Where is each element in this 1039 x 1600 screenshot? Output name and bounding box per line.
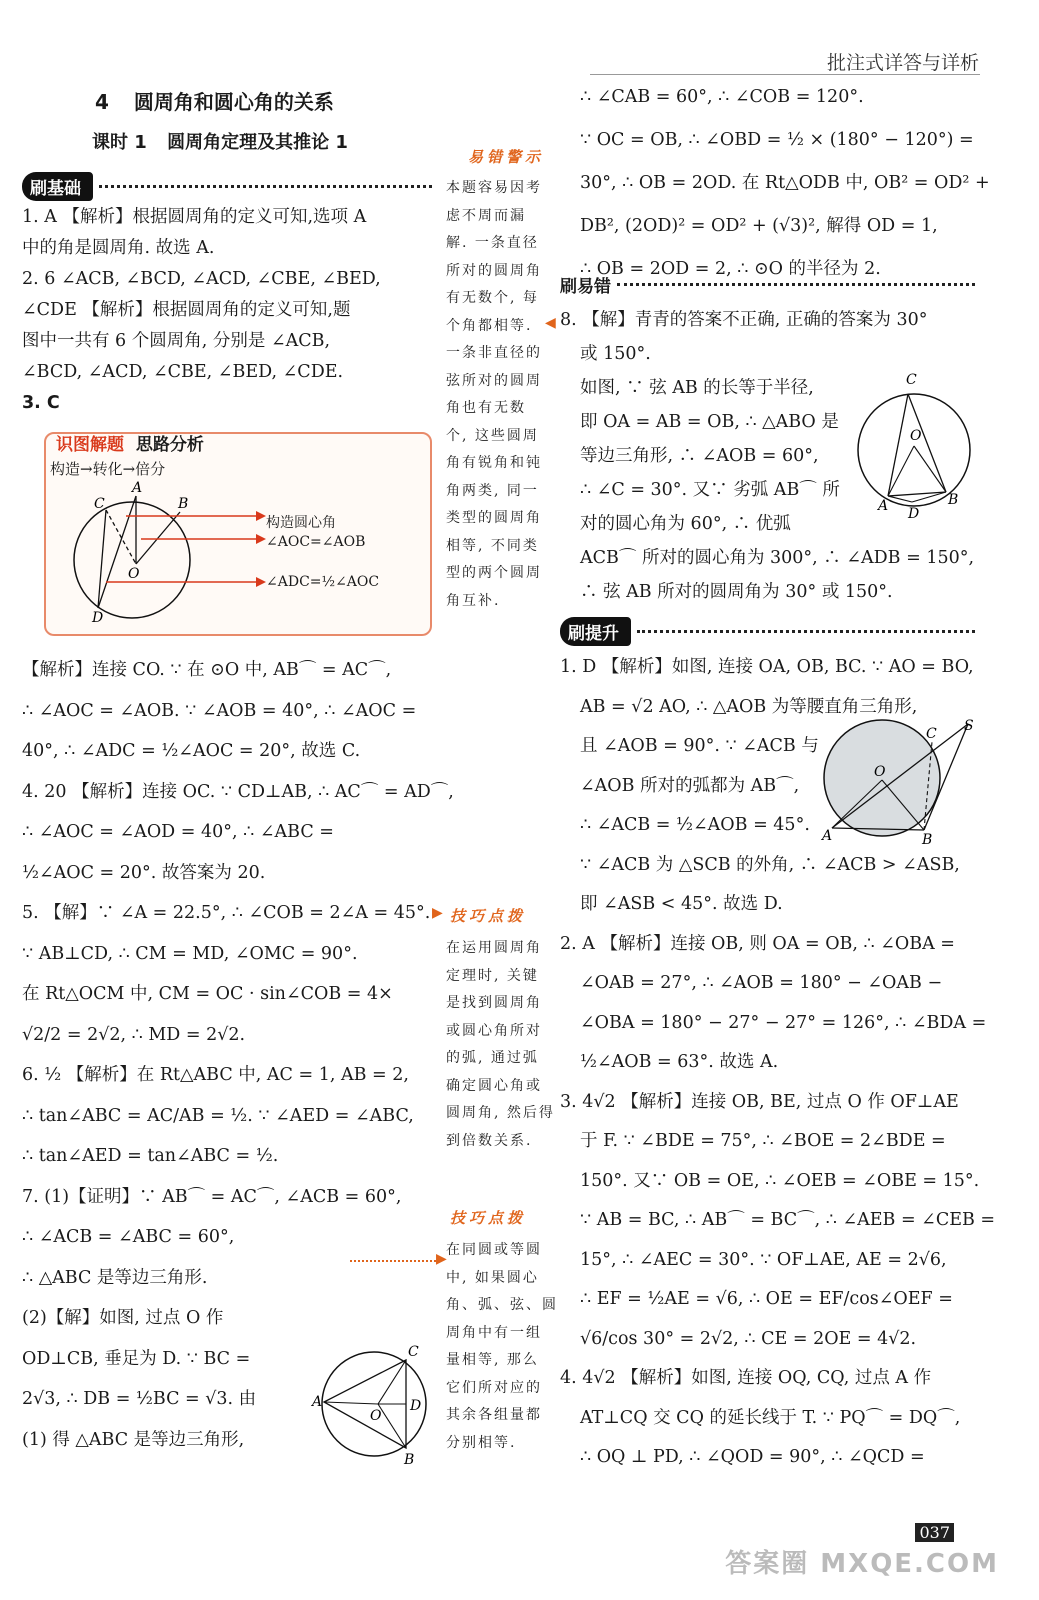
side-line: 确定圆心角或 [446,1077,542,1094]
line: 2√3, ∴ DB = ½BC = √3. 由 [22,1389,257,1409]
line: √6/cos 30° = 2√2, ∴ CE = 2OE = 4√2. [580,1328,917,1349]
line: 3. C [22,393,60,413]
svg-text:C: C [94,496,105,512]
line: 即 ∠ASB < 45°. 故选 D. [580,894,783,914]
svg-text:O: O [910,428,922,444]
line: (1) 得 △ABC 是等边三角形, [22,1429,245,1450]
line: 5. 【解】∵ ∠A = 22.5°, ∴ ∠COB = 2∠A = 45°. [22,903,431,923]
line: 等边三角形, ∴ ∠AOB = 60°, [580,446,819,466]
line: AB = √2 AO, ∴ △AOB 为等腰直角三角形, [580,696,918,717]
side-line: 类型的圆周角 [446,510,542,526]
line: ∠AOB 所对的弧都为 AB⌒, [580,775,800,796]
side-line: 解. 一条直径 [446,235,539,251]
side-line: 在同圆或等圆 [446,1242,542,1258]
line: 40°, ∴ ∠ADC = ½∠AOC = 20°, 故选 C. [22,741,361,761]
line: 如图, ∵ 弦 AB 的长等于半径, [580,378,814,398]
arrow-icon: ▶ [436,1251,447,1267]
line: ∴ ∠CAB = 60°, ∴ ∠COB = 120°. [580,87,864,107]
svg-text:A: A [312,1394,323,1410]
side-note-3-title: 技巧点拨 [450,1209,527,1227]
line: 【解析】连接 CO. ∵ 在 ⊙O 中, AB⌒ = AC⌒, [22,660,392,680]
line: 1. D 【解析】如图, 连接 OA, OB, BC. ∵ AO = BO, [560,657,974,677]
line: 3. 4√2 【解析】连接 OB, BE, 过点 O 作 OF⊥AE [560,1091,959,1112]
left-column-top [22,202,432,419]
line: ½∠AOB = 63°. 故选 A. [580,1052,779,1072]
chapter-heading [95,86,334,115]
side-line: 角也有无数 [446,400,526,416]
line: ∴ 弦 AB 所对的圆周角为 30° 或 150°. [580,582,893,602]
side-line: 相等, 不同类 [446,537,539,554]
section-error-label: 刷易错 [560,276,611,297]
line: 6. ½ 【解析】在 Rt△ABC 中, AC = 1, AB = 2, [22,1065,409,1085]
lesson-title: 圆周角定理及其推论 1 [167,132,348,153]
line: ∴ ∠ACB = ½∠AOB = 45°. [580,815,810,835]
line: ∴ ∠AOC = ∠AOB. ∵ ∠AOB = 40°, ∴ ∠AOC = [22,700,417,721]
section-advanced [560,617,975,645]
side-line: 角互补. [446,592,501,609]
line: ∵ ∠ACB 为 △SCB 的外角, ∴ ∠ACB > ∠ASB, [580,854,960,875]
side-line: 的弧, 通过弧 [446,1050,539,1066]
watermark: 答案圈 MXQE.COM [725,1549,999,1579]
side-line: 个角都相等. [446,317,533,334]
lesson-label: 课时 1 [92,132,147,153]
svg-text:O: O [370,1408,382,1424]
diagram-analysis-box [44,432,432,636]
line: ∵ AB⊥CD, ∴ CM = MD, ∠OMC = 90°. [22,943,358,964]
line: 8. 【解】青青的答案不正确, 正确的答案为 30° [560,310,928,330]
line: 4. 20 【解析】连接 OC. ∵ CD⊥AB, ∴ AC⌒ = AD⌒, [22,781,454,802]
side-line: 圆周角, 然后得 [446,1105,555,1121]
side-line: 本题容易因考 [446,180,542,196]
page-number: 037 [915,1523,954,1542]
svg-text:B: B [178,496,189,512]
line: ACB⌒ 所对的圆心角为 300°, ∴ ∠ADB = 150°, [580,548,975,568]
line: 7. (1)【证明】∵ AB⌒ = AC⌒, ∠ACB = 60°, [22,1186,402,1207]
svg-text:B: B [948,492,959,508]
svg-text:D: D [908,506,920,522]
chapter-title: 圆周角和圆心角的关系 [133,90,334,114]
section-advanced-label: 刷提升 [560,617,631,646]
side-note-2 [446,935,555,1155]
side-note-2-title: 技巧点拨 [450,907,527,925]
line: 在 Rt△OCM 中, CM = OC · sin∠COB = 4× [22,984,393,1004]
side-line: 角有锐角和钝 [446,455,542,471]
side-line: 个, 这些圆周 [446,427,539,444]
line: ∠CDE 【解析】根据圆周角的定义可知,题 [22,300,351,320]
line: 且 ∠AOB = 90°. ∵ ∠ACB 与 [580,736,819,756]
line: 4. 4√2 【解析】如图, 连接 OQ, CQ, 过点 A 作 [560,1368,932,1388]
line: ∠BCD, ∠ACD, ∠CBE, ∠BED, ∠CDE. [22,362,344,382]
side-line: 在运用圆周角 [446,940,542,956]
line: AT⊥CQ 交 CQ 的延长线于 T. ∵ PQ⌒ = DQ⌒, [580,1407,961,1428]
lesson-heading [92,128,348,154]
dotted-divider [637,630,975,633]
side-line: 定理时, 关键 [446,967,539,984]
svg-text:B: B [404,1452,415,1468]
svg-text:B: B [922,832,933,846]
line: 150°. 又∵ OB = OE, ∴ ∠OEB = ∠OBE = 15°. [580,1170,980,1191]
svg-text:O: O [874,764,886,780]
dotted-divider [99,185,432,188]
page-header: 批注式详答与详析 [826,52,979,74]
circle-diagram-q8 [850,368,980,528]
svg-text:C: C [926,726,937,742]
line: 于 F. ∵ ∠BDE = 75°, ∴ ∠BOE = 2∠BDE = [580,1131,946,1151]
box-title-sub: 思路分析 [135,435,204,455]
side-line: 角两类, 同一 [446,482,539,499]
box-note-3: ∠ADC=½∠AOC [266,574,380,590]
box-flow: 构造→转化→倍分 [50,460,166,478]
line: ∵ OC = OB, ∴ ∠OBD = ½ × (180° − 120°) = [580,130,974,150]
line: ∴ EF = ½AE = √6, ∴ OE = EF/cos∠OEF = [580,1289,953,1309]
side-line: 所对的圆周角 [446,262,542,279]
chapter-number: 4 [95,90,109,114]
line: ∴ ∠C = 30°. 又∵ 劣弧 AB⌒ 所 [580,480,840,500]
line: ∠OBA = 180° − 27° − 27° = 126°, ∴ ∠BDA = [580,1012,987,1033]
line: ∴ OB = 2OD = 2, ∴ ⊙O 的半径为 2. [580,259,881,279]
line: (2)【解】如图, 过点 O 作 [22,1308,224,1328]
line: ∴ ∠AOC = ∠AOD = 40°, ∴ ∠ABC = [22,822,334,842]
side-line: 型的两个圆周 [446,565,542,581]
side-line: 分别相等. [446,1434,517,1451]
svg-text:D: D [410,1398,422,1414]
svg-text:C: C [906,372,917,388]
box-note-1: 构造圆心角 [266,515,336,531]
section-basic-label: 刷基础 [22,172,93,201]
line: ½∠AOC = 20°. 故答案为 20. [22,862,266,883]
circle-diagram-adv-q1 [818,716,978,846]
box-title-main: 识图解题 [56,435,124,455]
line: ∴ △ABC 是等边三角形. [22,1267,208,1288]
side-note-3 [446,1237,558,1457]
side-line: 它们所对应的 [446,1379,542,1396]
line: ∴ tan∠ABC = AC/AB = ½. ∵ ∠AED = ∠ABC, [22,1105,414,1126]
line: ∴ tan∠AED = tan∠ABC = ½. [22,1146,279,1166]
arrow-icon: ◀ [545,315,556,331]
svg-text:O: O [128,566,140,582]
side-line: 量相等, 那么 [446,1352,539,1368]
svg-text:A: A [132,480,143,496]
line: 15°, ∴ ∠AEC = 30°. ∵ OF⊥AE, AE = 2√6, [580,1249,947,1270]
line: ∵ AB = BC, ∴ AB⌒ = BC⌒, ∴ ∠AEB = ∠CEB = [580,1210,996,1230]
line: ∴ OQ ⊥ PD, ∴ ∠QOD = 90°, ∴ ∠QCD = [580,1447,925,1467]
line: 中的角是圆周角. 故选 A. [22,238,215,258]
side-line: 到倍数关系. [446,1132,533,1149]
right-column-top [580,76,990,291]
side-line: 中, 如果圆心 [446,1269,539,1286]
side-line: 有无数个, 每 [446,290,539,306]
circle-diagram-q3 [46,474,426,624]
box-note-2: ∠AOC=∠AOB [266,534,366,550]
header-rule [590,74,980,75]
line: ∠OAB = 27°, ∴ ∠AOB = 180° − ∠OAB − [580,973,943,993]
svg-text:C: C [408,1344,419,1360]
side-note-1-title: 易错警示 [468,148,545,166]
line: 1. A 【解析】根据圆周角的定义可知,选项 A [22,207,367,227]
left-column-main [22,650,454,1460]
box-title [56,430,204,455]
line: 图中一共有 6 个圆周角, 分别是 ∠ACB, [22,331,331,351]
line: 30°, ∴ OB = 2OD. 在 Rt△ODB 中, OB² = OD² + [580,173,990,193]
line: 2. A 【解析】连接 OB, 则 OA = OB, ∴ ∠OBA = [560,933,955,954]
arrow-icon: ▶ [432,905,443,921]
side-line: 虑不周而漏 [446,207,526,224]
side-line: 是找到圆周角 [446,995,542,1011]
svg-text:A: A [822,828,833,844]
line: DB², (2OD)² = OD² + (√3)², 解得 OD = 1, [580,216,938,236]
side-note-1 [446,175,542,615]
side-line: 其余各组量都 [446,1407,542,1423]
line: ∴ ∠ACB = ∠ABC = 60°, [22,1227,235,1247]
svg-text:S: S [964,718,974,734]
side-line: 一条非直径的 [446,345,542,361]
svg-text:D: D [92,610,104,624]
line: 或 150°. [580,344,651,364]
line: √2/2 = 2√2, ∴ MD = 2√2. [22,1024,246,1045]
line: OD⊥CB, 垂足为 D. ∵ BC = [22,1348,251,1369]
line: 2. 6 ∠ACB, ∠BCD, ∠ACD, ∠CBE, ∠BED, [22,269,381,289]
line: 对的圆心角为 60°, ∴ 优弧 [580,514,791,534]
side-line: 周角中有一组 [446,1324,542,1341]
dotted-arrow [350,1260,440,1262]
triangle-diagram-q7 [310,1340,435,1470]
section-basic [22,172,432,200]
side-line: 或圆心角所对 [446,1022,542,1039]
side-line: 弦所对的圆周 [446,372,542,389]
svg-text:A: A [878,498,889,514]
side-line: 角、弧、弦、圆 [446,1297,558,1313]
dotted-divider [617,283,975,286]
line: 即 OA = AB = OB, ∴ △ABO 是 [580,412,839,432]
section-error [560,270,975,298]
